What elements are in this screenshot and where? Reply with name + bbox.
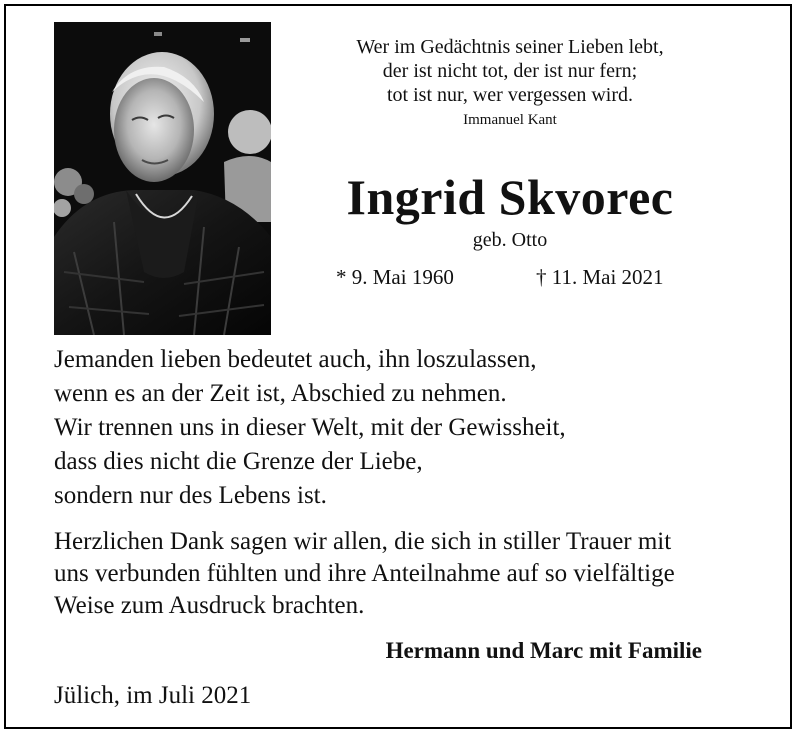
poem-line: Wir trennen uns in dieser Welt, mit der Gewissheit,: [54, 414, 566, 441]
thanks-line: Herzlichen Dank sagen wir allen, die sich in stiller Trauer mit: [54, 528, 672, 555]
quote-line: tot ist nur, wer vergessen wird.: [386, 84, 633, 106]
poem: [54, 343, 754, 513]
place-date: Jülich, im Juli 2021: [54, 682, 252, 709]
quote-line: Wer im Gedächtnis seiner Lieben lebt,: [356, 36, 664, 58]
quote-line: der ist nicht tot, der ist nur fern;: [382, 60, 638, 82]
poem-line: wenn es an der Zeit ist, Abschied zu nehmen.: [54, 380, 507, 407]
poem-line: sondern nur des Lebens ist.: [54, 482, 327, 509]
deceased-name: Ingrid Skvorec: [346, 169, 674, 225]
thanks-line: uns verbunden fühlten und ihre Anteilnahme auf so vielfältige: [54, 560, 675, 587]
poem-line: dass dies nicht die Grenze der Liebe,: [54, 448, 423, 475]
thanks-line: Weise zum Ausdruck brachten.: [54, 592, 365, 619]
birth-date: * 9. Mai 1960: [336, 265, 454, 289]
death-date: † 11. Mai 2021: [536, 265, 664, 289]
thanks-text: [54, 526, 754, 622]
signature: Hermann und Marc mit Familie: [385, 638, 702, 663]
maiden-name: geb. Otto: [472, 229, 548, 251]
portrait-photo: [54, 22, 271, 335]
poem-line: Jemanden lieben bedeutet auch, ihn loszulassen,: [54, 346, 537, 373]
quote-author: Immanuel Kant: [463, 112, 557, 128]
